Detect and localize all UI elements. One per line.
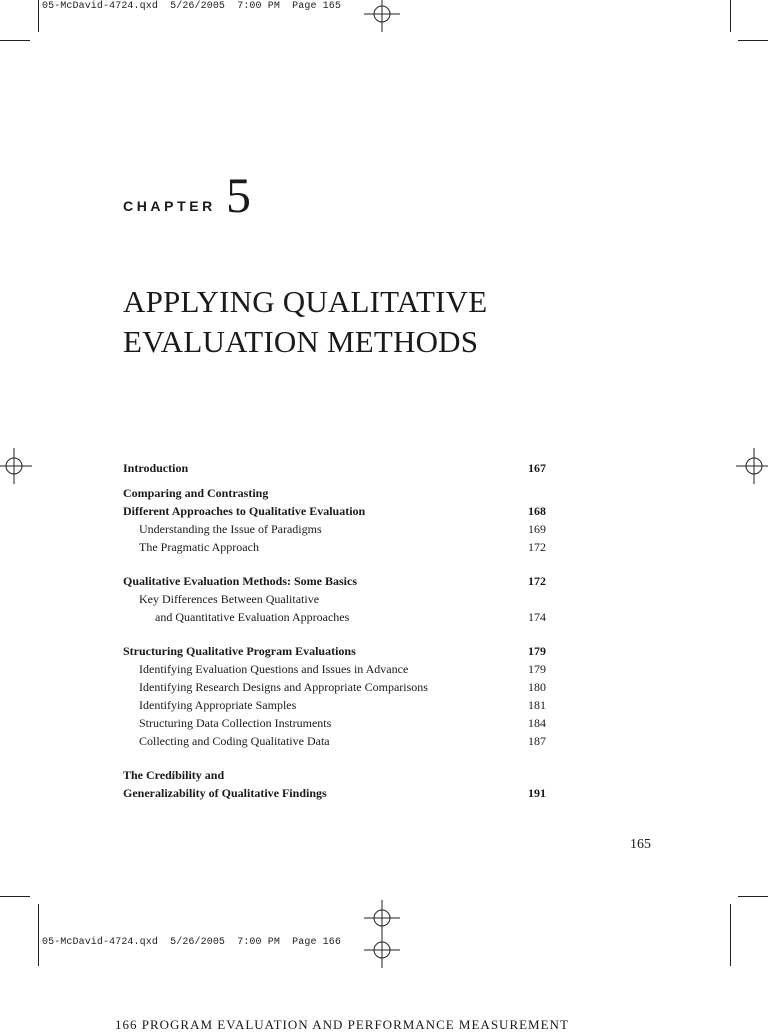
toc-entry-page: 169 bbox=[528, 522, 546, 536]
slug-bottom: 05-McDavid-4724.qxd 5/26/2005 7:00 PM Page 166 bbox=[42, 937, 341, 948]
toc-entry bbox=[123, 459, 546, 477]
registration-mark-bottom-lower bbox=[364, 932, 400, 968]
slug-top: 05-McDavid-4724.qxd 5/26/2005 7:00 PM Page 165 bbox=[42, 1, 341, 12]
next-page-running-head: 166 PROGRAM EVALUATION AND PERFORMANCE MEASUREMENT bbox=[115, 1017, 569, 1032]
chapter-number: 5 bbox=[226, 167, 251, 223]
chapter-title bbox=[123, 282, 487, 362]
toc-entry-title: Identifying Appropriate Samples bbox=[139, 698, 297, 712]
toc-entry-page: 181 bbox=[528, 698, 546, 712]
toc-entry-title: Introduction bbox=[123, 461, 189, 475]
crop-mark-bottom-left-horizontal bbox=[0, 896, 30, 897]
toc-entry bbox=[123, 520, 546, 538]
toc-entry-page: 179 bbox=[528, 644, 546, 658]
crop-mark-top-left-horizontal bbox=[0, 40, 30, 41]
toc-entry bbox=[123, 642, 546, 660]
toc-entry bbox=[123, 696, 546, 714]
toc-entry-title: Structuring Qualitative Program Evaluations bbox=[123, 644, 356, 658]
toc-entry-title: Collecting and Coding Qualitative Data bbox=[139, 734, 330, 748]
toc-entry-title: The Pragmatic Approach bbox=[139, 540, 259, 554]
toc-entry-page: 172 bbox=[528, 574, 546, 588]
toc-entry bbox=[123, 732, 546, 750]
toc-entry-title: Comparing and Contrasting bbox=[123, 486, 269, 500]
toc-entry-page: 172 bbox=[528, 540, 546, 554]
toc-entry-page: 174 bbox=[528, 610, 546, 624]
chapter-title-line-2: EVALUATION METHODS bbox=[123, 324, 479, 359]
crop-mark-top-right-vertical bbox=[730, 0, 731, 32]
toc-entry bbox=[123, 590, 546, 608]
toc-entry-title: Different Approaches to Qualitative Evaluation bbox=[123, 504, 366, 518]
toc-entry bbox=[123, 678, 546, 696]
toc-entry-title: Identifying Evaluation Questions and Issues in Advance bbox=[139, 662, 409, 676]
toc-entry-page: 179 bbox=[528, 662, 546, 676]
crop-mark-top-right-horizontal bbox=[738, 40, 768, 41]
chapter-label: CHAPTER bbox=[123, 198, 216, 214]
chapter-title-line-1: APPLYING QUALITATIVE bbox=[123, 284, 488, 319]
toc-entry bbox=[123, 766, 546, 784]
toc-entry-title: Qualitative Evaluation Methods: Some Basics bbox=[123, 574, 358, 588]
toc-entry bbox=[123, 484, 546, 502]
toc-entry-title: The Credibility and bbox=[123, 768, 225, 782]
toc-entry-page: 168 bbox=[528, 504, 546, 518]
registration-mark-top bbox=[364, 0, 400, 32]
toc-entry-page: 184 bbox=[528, 716, 546, 730]
toc-entry-page: 191 bbox=[528, 786, 546, 800]
toc-entry bbox=[123, 608, 546, 626]
toc-entry-title: Key Differences Between Qualitative bbox=[139, 592, 320, 606]
toc-entry-page: 180 bbox=[528, 680, 546, 694]
toc-entry bbox=[123, 572, 546, 590]
crop-mark-next-right-vertical bbox=[730, 904, 731, 966]
toc-entry bbox=[123, 714, 546, 732]
toc-entry-title: Structuring Data Collection Instruments bbox=[139, 716, 332, 730]
toc-entry-title: Generalizability of Qualitative Findings bbox=[123, 786, 327, 800]
toc-entry bbox=[123, 660, 546, 678]
crop-mark-next-left-vertical bbox=[38, 904, 39, 966]
toc-entry bbox=[123, 502, 546, 520]
toc-entry-title: Understanding the Issue of Paradigms bbox=[139, 522, 322, 536]
registration-mark-right bbox=[736, 448, 768, 484]
page-number: 165 bbox=[630, 837, 651, 852]
toc-entry bbox=[123, 784, 546, 802]
toc-entry-title: and Quantitative Evaluation Approaches bbox=[155, 610, 350, 624]
crop-mark-top-left-vertical bbox=[38, 0, 39, 32]
registration-mark-left bbox=[0, 448, 32, 484]
toc-entry-page: 187 bbox=[528, 734, 546, 748]
registration-mark-bottom-upper bbox=[364, 900, 400, 936]
toc-entry bbox=[123, 538, 546, 556]
crop-mark-bottom-right-horizontal bbox=[738, 896, 768, 897]
toc-entry-page: 167 bbox=[528, 461, 546, 475]
toc-entry-title: Identifying Research Designs and Appropriate Comparisons bbox=[139, 680, 428, 694]
